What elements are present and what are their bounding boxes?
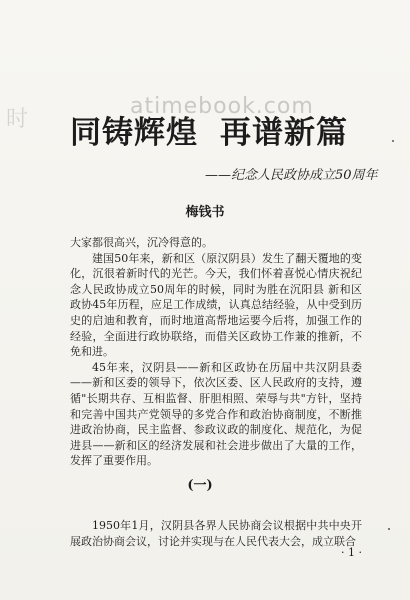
author-name: 梅钱书 (185, 205, 225, 220)
section-body (70, 518, 362, 558)
body-paragraph: 45年来，汉阴县——新和区政协在历届中共汉阴县委——新和区委的领导下，依次区委、区人民政府的支持，遵循"长期共存、互相监督、肝胆相照、荣辱与共"方针，坚持和完善中国共产党领导的多党合作和政治协商制度，不断推进政治协商，民主监督、参政议政的制度化、规范化，为促进县——新和区的经济发展和社会进步做出了大量的工作，发挥了重要作用。 (70, 360, 362, 468)
section-heading: (一) (187, 478, 213, 493)
scan-speck (392, 140, 394, 142)
watermark-left-text: 时 (6, 107, 29, 132)
page-number: · 1 · (341, 546, 362, 559)
title-part-1: 同铸辉煌 (70, 115, 198, 151)
watermark-text: atimebook.com (130, 94, 314, 119)
body-paragraph: 大家都很高兴，沉冷得意的。 (70, 236, 213, 249)
scan-speck (388, 528, 390, 530)
body-paragraph: 建国50年来，新和区（原汉阴县）发生了翻天覆地的变化，沉很着新时代的光芒。今天，我们怀着喜悦心情庆祝纪念人民政协成立50周年的时候，同时为胜在沉阳县 新和区政协45年历程，应足工作成绩，认真总结经验，从中受到历史的启迪和教育，而时地道高帮地运要今后将，加强工作的经验，全面进行政协联络，而借关区政协工作兼的推新，不免和进。 (70, 251, 362, 359)
article-body (70, 235, 362, 475)
body-paragraph: 1950年1月，汉阴县各界人民协商会议根据中共中央开展政治协商会议，讨论并实现与在人民代表大会，成立联合 (70, 519, 362, 548)
article-title (70, 107, 370, 151)
title-part-2: 再谱新篇 (220, 115, 348, 151)
article-subtitle: ——纪念人民政协成立50周年 (205, 168, 378, 183)
